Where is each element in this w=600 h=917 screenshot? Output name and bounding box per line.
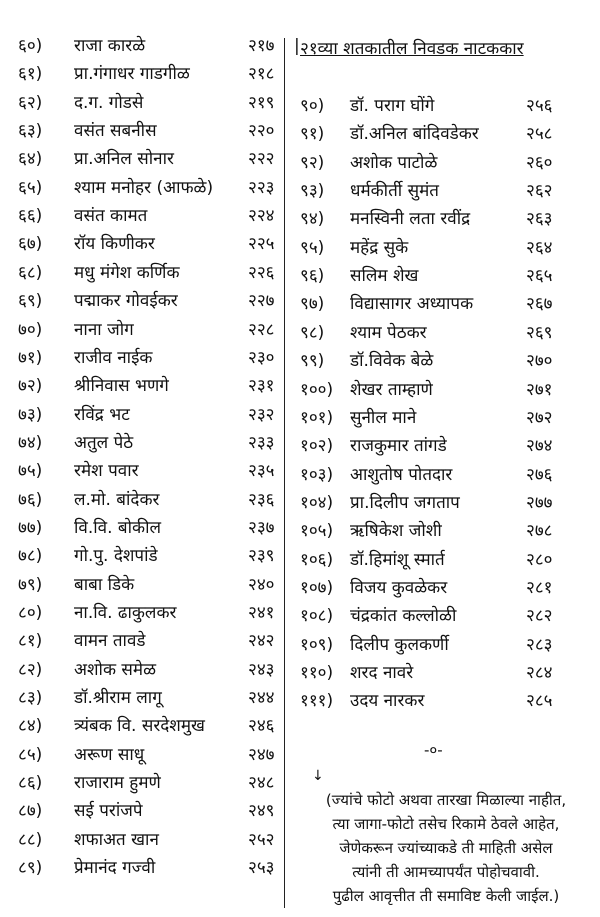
entry-page: २३६ — [248, 489, 275, 510]
entry-name: रमेश पवार — [74, 461, 139, 482]
entry-name: प्रा.दिलीप जगताप — [350, 492, 460, 513]
entry-name: डॉ.विवेक बेळे — [350, 351, 434, 372]
entry-name: ल.मो. बांदेकर — [74, 489, 160, 510]
entry-number: ९७) — [300, 294, 325, 315]
entry-name: श्याम पेठकर — [350, 322, 427, 343]
entry-name: मधु मंगेश कर्णिक — [74, 262, 180, 283]
entry-name: राजीव नाईक — [74, 347, 153, 368]
entry-page: २४६ — [248, 716, 275, 737]
footnote-line: (ज्यांचे फोटो अथवा तारखा मिळाल्या नाहीत, — [325, 791, 567, 809]
entry-name: शफाअत खान — [74, 829, 159, 850]
entry-number: ८९) — [18, 858, 43, 879]
entry-number: ८७) — [18, 801, 43, 822]
entry-name: रॉय किणीकर — [74, 234, 155, 255]
entry-page: २५६ — [526, 96, 553, 116]
entry-number: ९५) — [300, 237, 325, 258]
entry-number: ७३) — [18, 404, 43, 425]
entry-page: २८३ — [526, 634, 553, 655]
entry-number: १०९) — [300, 634, 334, 655]
entry-page: २२३ — [248, 177, 275, 198]
footnote-line: पुढील आवृत्तीत ती समाविष्ट केली जाईल.) — [332, 887, 560, 905]
entry-name: शेखर ताम्हाणे — [350, 379, 433, 400]
entry-page: २४८ — [248, 773, 275, 794]
entry-page: २१८ — [248, 64, 275, 85]
entry-number: १०२) — [300, 436, 334, 457]
entry-page: २३९ — [248, 546, 275, 567]
entry-number: ६६) — [18, 206, 43, 227]
footnote — [296, 788, 596, 908]
entry-page: २८४ — [526, 663, 553, 683]
entry-number: ६४) — [18, 149, 43, 170]
entry-name: प्रा.गंगाधर गाडगीळ — [74, 64, 190, 85]
entry-number: ९६) — [300, 266, 325, 287]
entry-number: ७९) — [18, 574, 43, 595]
entry-number: ६९) — [18, 291, 43, 312]
entry-name: श्याम मनोहर (आफळे) — [74, 177, 214, 198]
entry-page: २६० — [526, 152, 553, 173]
down-arrow-icon: ↓ — [312, 768, 324, 784]
entry-page: २६३ — [526, 209, 553, 230]
entry-name: डॉ.अनिल बांदिवडेकर — [350, 124, 479, 145]
entry-name: उदय नारकर — [350, 691, 425, 712]
entry-page: २७२ — [526, 407, 553, 428]
section-title: २१व्या शतकातील निवडक नाटककार — [300, 39, 524, 59]
entry-name: अशोक समेळ — [74, 659, 156, 680]
entry-number: ९४) — [300, 209, 325, 230]
entry-name: वसंत सबनीस — [74, 121, 157, 142]
entry-name: डॉ.हिमांशू स्मार्त — [350, 549, 445, 570]
entry-page: २३१ — [248, 376, 275, 397]
entry-name: सलिम शेख — [350, 266, 419, 287]
entry-number: ७२) — [18, 376, 43, 397]
entry-page: २४३ — [248, 659, 275, 680]
entry-name: डॉ.श्रीराम लागू — [74, 688, 162, 709]
entry-number: ८०) — [18, 603, 43, 623]
entry-name: राजा कारळे — [74, 36, 146, 56]
entry-number: १०३) — [300, 464, 334, 485]
entry-page: २४० — [248, 574, 275, 595]
entry-page: २७४ — [526, 436, 553, 457]
entry-number: ८३) — [18, 688, 43, 709]
section-end-mark: -०- — [424, 741, 443, 759]
entry-page: २६९ — [526, 322, 553, 343]
entry-number: ६२) — [18, 92, 43, 113]
entry-number: ७१) — [18, 347, 43, 368]
entry-name: राजाराम हुमणे — [74, 773, 161, 794]
entry-page: २७१ — [526, 379, 553, 400]
entry-name: चंद्रकांत कल्लोळी — [350, 606, 457, 627]
footnote-line: त्या जागा-फोटो तसेच रिकामे ठेवले आहेत, — [332, 815, 560, 833]
entry-page: २३७ — [248, 517, 275, 538]
entry-page: २७० — [526, 351, 553, 372]
entry-number: ७६) — [18, 489, 43, 510]
entry-page: २२० — [248, 121, 275, 142]
entry-name: राजकुमार तांगडे — [350, 436, 447, 457]
entry-page: २३५ — [248, 461, 275, 482]
entry-name: महेंद्र सुके — [350, 237, 409, 258]
entry-page: २३२ — [248, 404, 275, 425]
entry-number: ८२) — [18, 659, 43, 680]
entry-page: २६४ — [526, 237, 553, 258]
entry-page: २३३ — [248, 432, 275, 453]
entry-number: १००) — [300, 379, 334, 400]
entry-name: दिलीप कुलकर्णी — [350, 634, 449, 655]
entry-name: विजय कुवळेकर — [350, 577, 448, 598]
entry-number: ७७) — [18, 517, 43, 538]
entry-page: २६५ — [526, 266, 553, 287]
entry-page: २३० — [248, 347, 275, 368]
entry-page: २२२ — [248, 149, 275, 170]
entry-number: ११०) — [300, 663, 334, 683]
entry-number: ६५) — [18, 177, 43, 198]
entry-name: अरूण साधू — [74, 744, 145, 765]
entry-page: २८२ — [526, 606, 553, 627]
entry-page: २२५ — [248, 234, 275, 255]
entry-number: १०७) — [300, 577, 334, 598]
entry-page: २७७ — [526, 492, 553, 513]
entry-page: २१७ — [248, 36, 275, 56]
entry-page: २८१ — [526, 577, 553, 598]
entry-name: बाबा डिके — [74, 574, 135, 595]
entry-name: वसंत कामत — [74, 206, 148, 227]
entry-name: रविंद्र भट — [74, 404, 130, 425]
entry-page: २६२ — [526, 181, 553, 202]
entry-name: श्रीनिवास भणगे — [74, 376, 169, 397]
entry-number: ९८) — [300, 322, 325, 343]
entry-number: ९३) — [300, 181, 325, 202]
entry-name: अतुल पेठे — [74, 432, 134, 453]
entry-number: ६७) — [18, 234, 43, 255]
entry-page: २२७ — [248, 291, 275, 312]
entry-page: २८० — [526, 549, 553, 570]
footnote-line: त्यांनी ती आमच्यापर्यंत पोहोचवावी. — [352, 863, 540, 881]
entry-name: अशोक पाटोळे — [350, 152, 438, 173]
entry-name: सई परांजपे — [74, 801, 143, 822]
entry-number: ७०) — [18, 319, 43, 340]
entry-number: १०४) — [300, 492, 334, 513]
entry-page: २४४ — [248, 688, 275, 709]
entry-number: १११) — [300, 691, 334, 712]
entry-page: २४२ — [248, 631, 275, 652]
entry-number: ९१) — [300, 124, 325, 145]
entry-name: प्रेमानंद गज्वी — [74, 858, 156, 879]
entry-page: २२४ — [248, 206, 275, 227]
entry-page: २७६ — [526, 464, 553, 485]
entry-page: २२८ — [248, 319, 275, 340]
entry-number: १०६) — [300, 549, 334, 570]
entry-name: ऋषिकेश जोशी — [350, 521, 442, 542]
entry-page: २८५ — [526, 691, 553, 712]
entry-name: सुनील माने — [350, 407, 417, 428]
entry-page: २२६ — [248, 262, 275, 283]
entry-number: ८४) — [18, 716, 43, 737]
entry-name: आशुतोष पोतदार — [350, 464, 453, 485]
entry-number: ८८) — [18, 829, 43, 850]
entry-number: १०५) — [300, 521, 334, 542]
entry-number: ८६) — [18, 773, 43, 794]
entry-name: ना.वि. ढाकुलकर — [74, 603, 177, 623]
entry-page: २४१ — [248, 603, 275, 623]
footnote-line: जेणेकरून ज्यांच्याकडे ती माहिती असेल — [339, 839, 553, 857]
entry-number: ८१) — [18, 631, 43, 652]
entry-page: २१९ — [248, 92, 275, 113]
entry-number: ९२) — [300, 152, 325, 173]
entry-name: डॉ. पराग घोंगे — [350, 96, 435, 116]
entry-number: ६८) — [18, 262, 43, 283]
entry-page: २५२ — [248, 829, 275, 850]
entry-name: पद्माकर गोवईकर — [74, 291, 178, 312]
entry-page: २४७ — [248, 744, 275, 765]
entry-number: ९९) — [300, 351, 325, 372]
entry-name: द.ग. गोडसे — [74, 92, 144, 113]
entry-page: २६७ — [526, 294, 553, 315]
entry-number: ७८) — [18, 546, 43, 567]
entry-page: २५३ — [248, 858, 275, 879]
entry-number: ७४) — [18, 432, 43, 453]
entry-name: वि.वि. बोकील — [74, 517, 162, 538]
entry-number: १०१) — [300, 407, 334, 428]
entry-name: गो.पु. देशपांडे — [74, 546, 158, 567]
entry-number: ६०) — [18, 36, 43, 56]
title-mark: | — [294, 36, 300, 56]
entry-name: विद्यासागर अध्यापक — [350, 294, 474, 315]
entry-page: २५८ — [526, 124, 553, 145]
column-divider — [284, 38, 285, 908]
entry-number: ७५) — [18, 461, 43, 482]
entry-number: ६१) — [18, 64, 43, 85]
entry-name: मनस्विनी लता रवींद्र — [350, 209, 471, 230]
entry-number: ८५) — [18, 744, 43, 765]
entry-number: ९०) — [300, 96, 325, 116]
entry-name: शरद नावरे — [350, 663, 414, 683]
entry-name: त्र्यंबक वि. सरदेशमुख — [74, 716, 205, 737]
entry-name: प्रा.अनिल सोनार — [74, 149, 174, 170]
entry-name: वामन तावडे — [74, 631, 146, 652]
entry-number: १०८) — [300, 606, 334, 627]
entry-page: २७८ — [526, 521, 553, 542]
entry-name: धर्मकीर्ती सुमंत — [350, 181, 439, 202]
entry-name: नाना जोग — [74, 319, 134, 340]
entry-page: २४९ — [248, 801, 275, 822]
entry-number: ६३) — [18, 121, 43, 142]
